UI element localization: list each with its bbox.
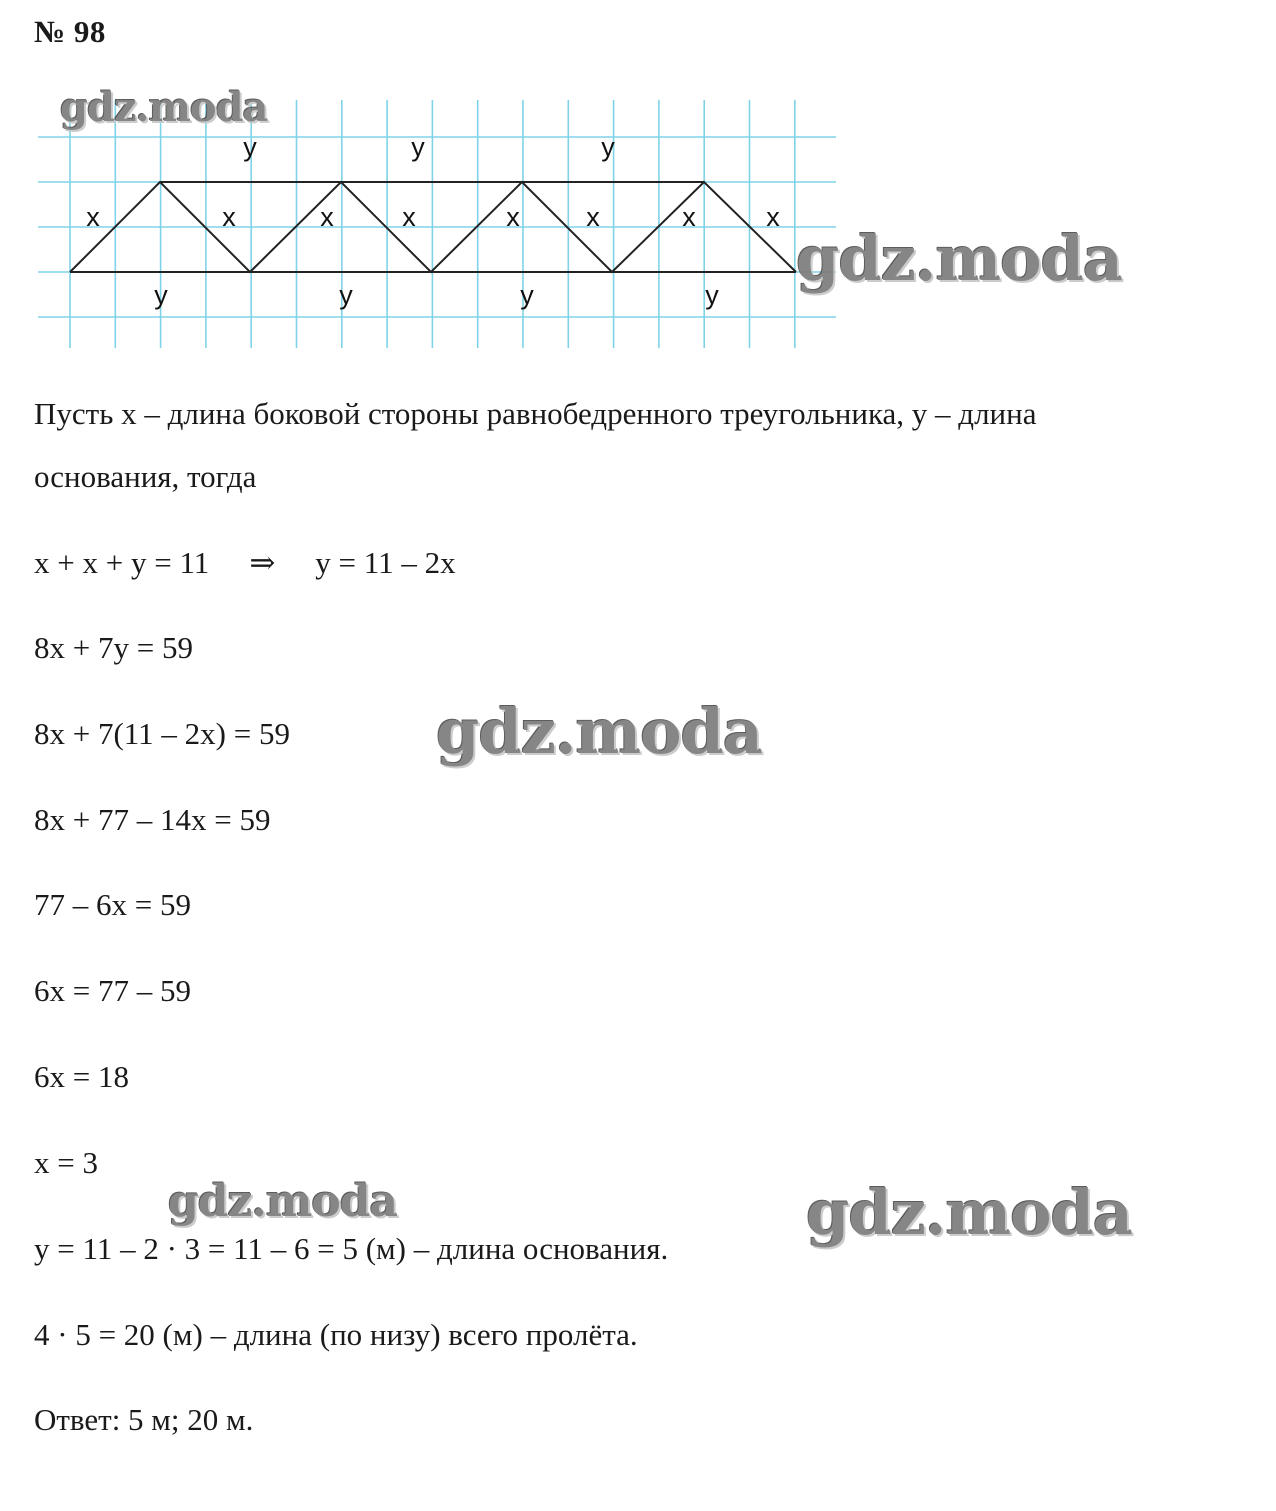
label-bottom-y-2: y bbox=[339, 280, 353, 310]
equation-2: 8x + 7y = 59 bbox=[34, 630, 193, 665]
label-top-y-3: y bbox=[601, 132, 615, 162]
labels-bottom bbox=[154, 280, 719, 310]
implies-arrow: ⇒ bbox=[249, 545, 276, 580]
label-side-x-6: x bbox=[586, 202, 600, 232]
label-side-x-4: x bbox=[402, 202, 416, 232]
problem-number: № 98 bbox=[34, 14, 106, 49]
equation-3: 8x + 7(11 – 2x) = 59 bbox=[34, 716, 290, 751]
equation-4: 8x + 77 – 14x = 59 bbox=[34, 802, 271, 837]
label-bottom-y-4: y bbox=[705, 280, 719, 310]
watermark-5: gdz.moda bbox=[806, 1176, 1132, 1249]
answer-line: Ответ: 5 м; 20 м. bbox=[34, 1402, 254, 1437]
equation-5: 77 – 6x = 59 bbox=[34, 887, 191, 922]
label-side-x-8: x bbox=[766, 202, 780, 232]
equation-1-right: y = 11 – 2x bbox=[315, 545, 456, 580]
label-top-y-1: y bbox=[243, 132, 257, 162]
label-top-y-2: y bbox=[411, 132, 425, 162]
label-side-x-3: x bbox=[320, 202, 334, 232]
label-side-x-1: x bbox=[86, 202, 100, 232]
label-bottom-y-3: y bbox=[520, 280, 534, 310]
equation-10: 4 · 5 = 20 (м) – длина (по низу) всего пролёта. bbox=[34, 1317, 638, 1352]
equation-7: 6x = 18 bbox=[34, 1059, 129, 1094]
equation-1 bbox=[34, 545, 456, 581]
watermark-3: gdz.moda bbox=[436, 695, 762, 768]
equation-6: 6x = 77 – 59 bbox=[34, 973, 191, 1008]
equation-8: x = 3 bbox=[34, 1145, 98, 1180]
watermark-1: gdz.moda bbox=[60, 84, 268, 131]
label-side-x-7: x bbox=[682, 202, 696, 232]
grid-lines bbox=[38, 100, 836, 360]
watermark-4: gdz.moda bbox=[168, 1176, 398, 1227]
label-side-x-5: x bbox=[506, 202, 520, 232]
intro-text-line-2: основания, тогда bbox=[34, 459, 257, 494]
label-side-x-2: x bbox=[222, 202, 236, 232]
watermark-2: gdz.moda bbox=[796, 222, 1122, 295]
label-bottom-y-1: y bbox=[154, 280, 168, 310]
equation-9: y = 11 – 2 · 3 = 11 – 6 = 5 (м) – длина основания. bbox=[34, 1231, 669, 1266]
equation-1-left: x + x + y = 11 bbox=[34, 545, 210, 580]
intro-text-line-1: Пусть x – длина боковой стороны равнобедренного треугольника, y – длина bbox=[34, 396, 1037, 431]
